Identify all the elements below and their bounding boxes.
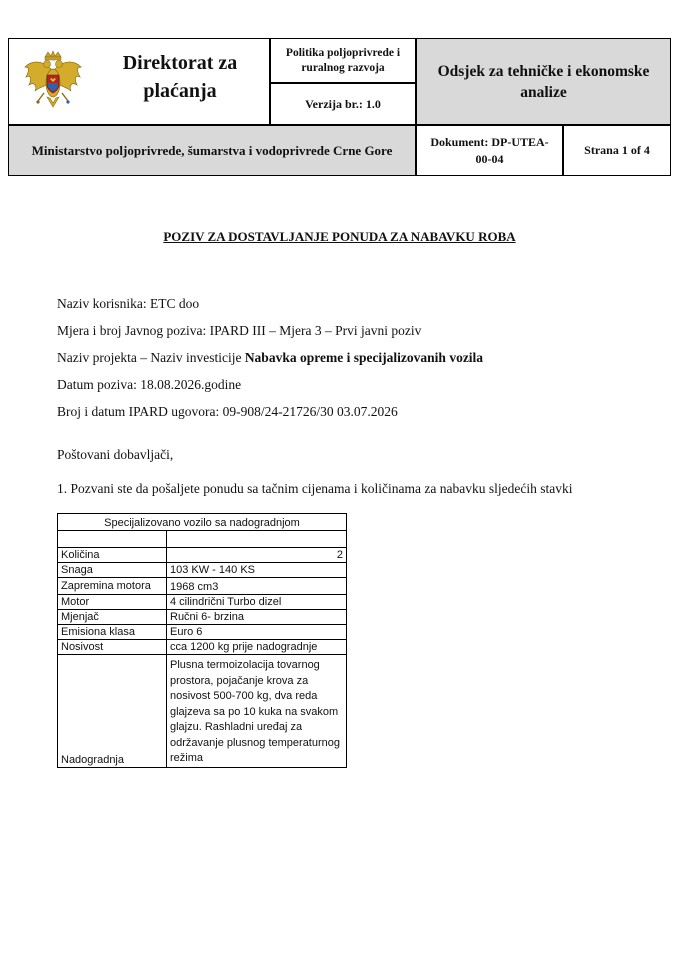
policy-cell: Politika poljoprivrede i ruralnog razvoja xyxy=(270,38,416,83)
row-value: Plusna termoizolacija tovarnog prostora, pojačanje krova za nosivost 500-700 kg, dva reda glajzeva sa po 10 kuka na svakom glajzu. Rashladni uređaj za održavanje plusnog temperaturnog režima xyxy=(167,655,347,768)
table-row xyxy=(58,640,347,655)
call-date-line: Datum poziva: 18.08.2026.godine xyxy=(57,377,242,392)
row-label: Količina xyxy=(58,548,167,563)
row-value: 103 KW - 140 KS xyxy=(167,563,347,578)
row-label: Snaga xyxy=(58,563,167,578)
row-value: Ručni 6- brzina xyxy=(167,610,347,625)
table-row xyxy=(58,563,347,578)
version-cell: Verzija br.: 1.0 xyxy=(270,83,416,125)
table-row xyxy=(58,578,347,595)
row-label: Nosivost xyxy=(58,640,167,655)
row-value: 2 xyxy=(167,548,347,563)
row-label: Zapremina motora xyxy=(58,578,167,595)
document-title: POZIV ZA DOSTAVLJANJE PONUDA ZA NABAVKU ROBA xyxy=(163,229,516,244)
project-label: Naziv projekta – Naziv investicije xyxy=(57,350,245,365)
row-label: Emisiona klasa xyxy=(58,625,167,640)
row-label: Mjenjač xyxy=(58,610,167,625)
table-row xyxy=(58,625,347,640)
vehicle-spec-table xyxy=(57,513,347,768)
project-line xyxy=(57,350,483,366)
directorate-cell xyxy=(8,38,270,125)
row-value: cca 1200 kg prije nadogradnje xyxy=(167,640,347,655)
row-label: Nadogradnja xyxy=(58,655,167,768)
document-header xyxy=(8,38,671,176)
row-value: Euro 6 xyxy=(167,625,347,640)
directorate-title: Direktorat za plaćanja xyxy=(122,52,238,102)
table-heading: Specijalizovano vozilo sa nadogradnjom xyxy=(58,514,347,531)
item-1-text: 1. Pozvani ste da pošaljete ponudu sa tačnim cijenama i količinama za nabavku sljedećih stavki xyxy=(57,481,573,496)
call-measure-line: Mjera i broj Javnog poziva: IPARD III – Mjera 3 – Prvi javni poziv xyxy=(57,323,422,338)
table-row xyxy=(58,548,347,563)
table-heading-row xyxy=(58,514,347,531)
department-cell: Odsjek za tehničke i ekonomske analize xyxy=(416,38,671,125)
ministry-cell: Ministarstvo poljoprivrede, šumarstva i vodoprivrede Crne Gore xyxy=(8,125,416,176)
table-empty-row xyxy=(58,531,347,548)
contract-line: Broj i datum IPARD ugovora: 09-908/24-21726/30 03.07.2026 xyxy=(57,404,398,419)
greeting: Poštovani dobavljači, xyxy=(57,447,174,462)
row-label: Motor xyxy=(58,595,167,610)
table-row xyxy=(58,610,347,625)
coat-of-arms-icon xyxy=(23,51,83,113)
user-name-line: Naziv korisnika: ETC doo xyxy=(57,296,200,311)
document-number-cell: Dokument: DP-UTEA-00-04 xyxy=(416,125,563,176)
table-row xyxy=(58,595,347,610)
page-number-cell: Strana 1 of 4 xyxy=(563,125,671,176)
project-name: Nabavka opreme i specijalizovanih vozila xyxy=(244,350,484,365)
row-value: 1968 cm3 xyxy=(167,578,347,595)
row-value: 4 cilindrični Turbo dizel xyxy=(167,595,347,610)
table-row xyxy=(58,655,347,768)
